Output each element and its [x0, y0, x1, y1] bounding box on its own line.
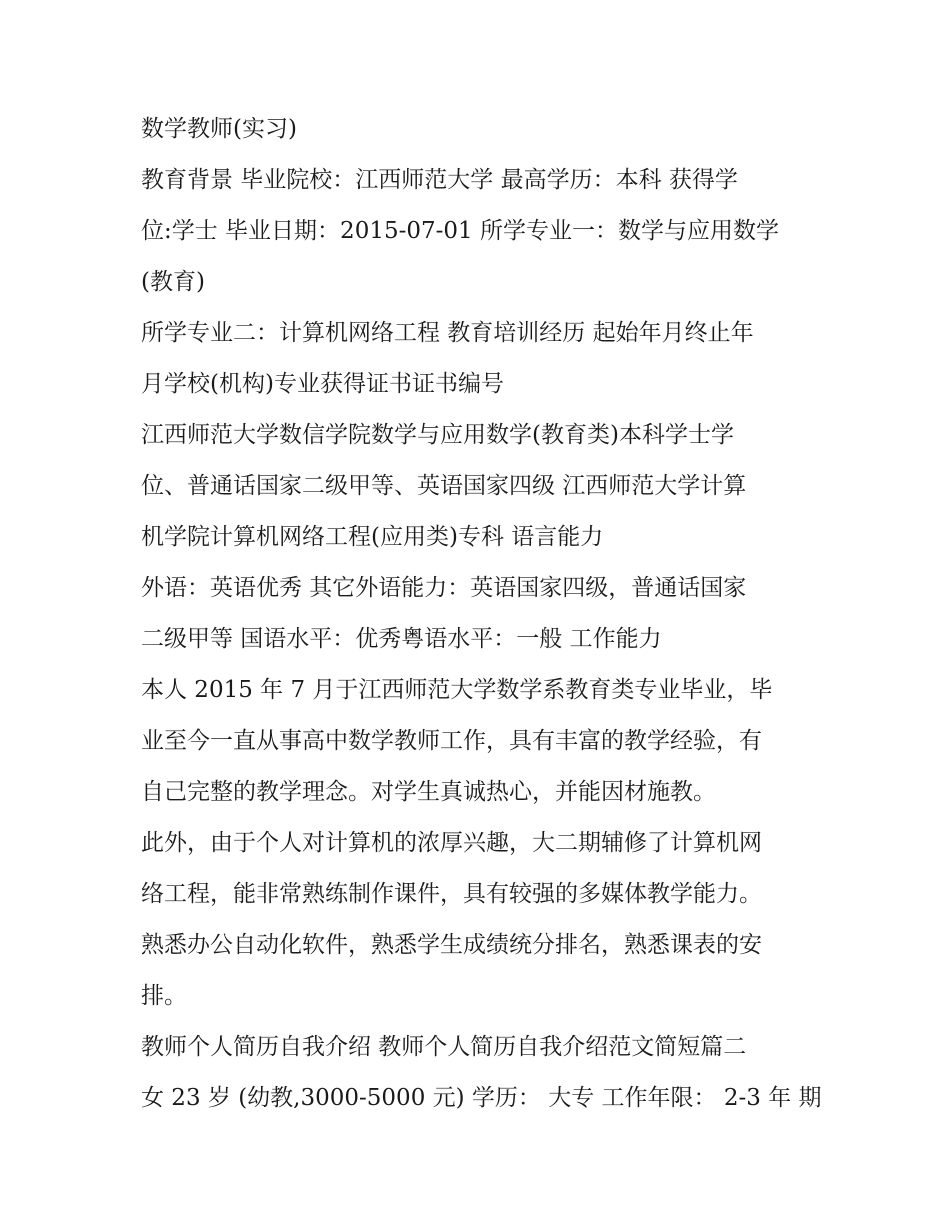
text-line: 排。	[141, 983, 187, 1009]
text-line: 此外，由于个人对计算机的浓厚兴趣，大二期辅修了计算机网	[141, 830, 762, 856]
text-line: 位、普通话国家二级甲等、英语国家四级 江西师范大学计算	[141, 473, 747, 499]
text-line: 业至今一直从事高中数学教师工作，具有丰富的教学经验，有	[141, 728, 762, 754]
text-line: 教育背景 毕业院校：江西师范大学 最高学历：本科 获得学	[141, 167, 738, 193]
text-line: 所学专业二：计算机网络工程 教育培训经历 起始年月终止年	[141, 320, 754, 346]
text-line: 外语：英语优秀 其它外语能力：英语国家四级，普通话国家	[141, 575, 747, 601]
text-line: 女 23 岁 (幼教,3000-5000 元) 学历： 大专 工作年限： 2-3 年 期	[141, 1085, 822, 1111]
text-line: 自己完整的教学理念。对学生真诚热心，并能因材施教。	[141, 779, 716, 805]
text-line-title: 数学教师(实习)	[141, 116, 297, 142]
text-line: 本人 2015 年 7 月于江西师范大学数学系教育类专业毕业，毕	[141, 677, 773, 703]
text-line: 机学院计算机网络工程(应用类)专科 语言能力	[141, 524, 604, 550]
text-line: 月学校(机构)专业获得证书证书编号	[141, 371, 504, 397]
text-line: 熟悉办公自动化软件，熟悉学生成绩统分排名，熟悉课表的安	[141, 932, 762, 958]
text-line: 络工程，能非常熟练制作课件，具有较强的多媒体教学能力。	[141, 881, 762, 907]
text-line: 二级甲等 国语水平：优秀粤语水平：一般 工作能力	[141, 626, 662, 652]
text-line: 教师个人简历自我介绍 教师个人简历自我介绍范文简短篇二	[141, 1034, 747, 1060]
text-line: (教育)	[141, 269, 205, 295]
text-line: 江西师范大学数信学院数学与应用数学(教育类)本科学士学	[141, 422, 734, 448]
text-line: 位:学士 毕业日期：2015-07-01 所学专业一：数学与应用数学	[141, 218, 779, 244]
document-body	[141, 104, 831, 1124]
